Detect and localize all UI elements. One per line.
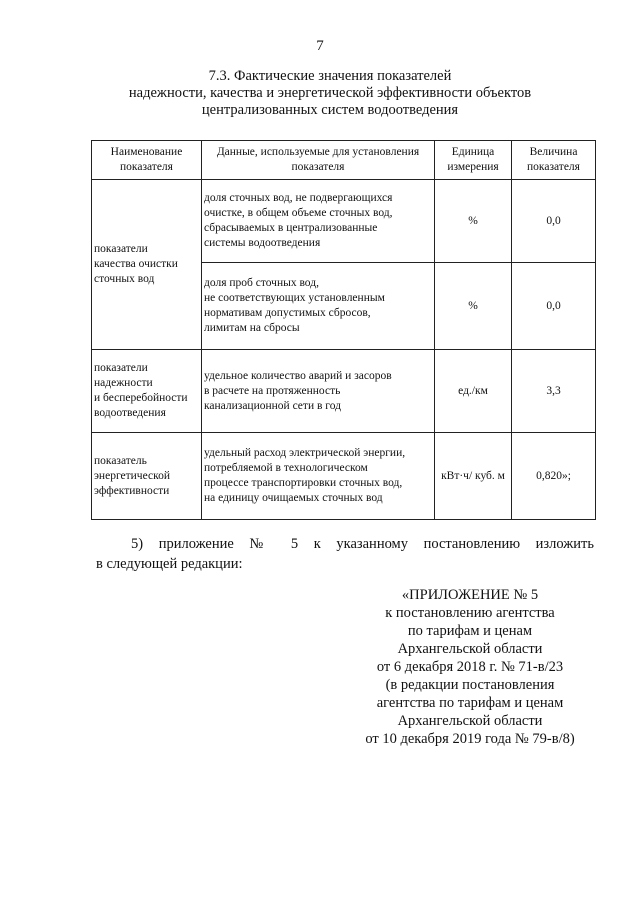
appendix-line: агентства по тарифам и ценам [376, 695, 564, 711]
table-row [92, 350, 596, 433]
indicator-unit: % [435, 263, 512, 350]
heading-line: централизованных систем водоотведения [201, 102, 459, 118]
header-unit: Единица измерения [435, 141, 512, 180]
indicator-description: доля сточных вод, не подвергающихся очистке, в общем объеме сточных вод, сбрасываемых в централизованные системы водоотведения [202, 180, 435, 263]
heading-line: надежности, качества и энергетической эффективности объектов [128, 85, 532, 101]
appendix-line: от 6 декабря 2018 г. № 71-в/23 [376, 659, 564, 675]
indicator-value: 0,0 [512, 180, 596, 263]
indicator-description: удельный расход электрической энергии, потребляемой в технологическом процессе транспортировки сточных вод, на единицу очищаемых сточных вод [202, 433, 435, 520]
header-name: Наименование показателя [92, 141, 202, 180]
indicator-name: показатели качества очистки сточных вод [92, 180, 202, 350]
section-heading [60, 68, 600, 119]
table-header-row [92, 141, 596, 180]
appendix-line: от 10 декабря 2019 года № 79-в/8) [365, 731, 575, 747]
indicator-unit: ед./км [435, 350, 512, 433]
indicator-description: удельное количество аварий и засоров в расчете на протяженность канализационной сети в год [202, 350, 435, 433]
page-number: 7 [316, 38, 324, 54]
appendix-line: к постановлению агентства [385, 605, 555, 621]
indicators-table [91, 140, 596, 520]
paragraph-line: в следующей редакции: [96, 556, 243, 572]
appendix-header [340, 586, 600, 748]
table-row [92, 433, 596, 520]
appendix-line: «ПРИЛОЖЕНИЕ № 5 [401, 587, 539, 603]
header-data: Данные, используемые для установления показателя [202, 141, 435, 180]
appendix-line: по тарифам и ценам [407, 623, 533, 639]
indicator-value: 3,3 [512, 350, 596, 433]
amendment-paragraph [96, 534, 594, 574]
table-row [92, 180, 596, 263]
indicator-value: 0,820»; [512, 433, 596, 520]
indicator-unit: кВт·ч/ куб. м [435, 433, 512, 520]
indicator-name: показатель энергетической эффективности [92, 433, 202, 520]
appendix-line: Архангельской области [397, 641, 543, 657]
paragraph-line: 5) приложение № 5 к указанному постановлению изложить [131, 536, 594, 552]
appendix-line: (в редакции постановления [385, 677, 555, 693]
indicator-description: доля проб сточных вод, не соответствующих установленным нормативам допустимых сбросов, лимитам на сбросы [202, 263, 435, 350]
indicator-unit: % [435, 180, 512, 263]
heading-line: 7.3. Фактические значения показателей [208, 68, 452, 84]
indicator-name: показатели надежности и бесперебойности водоотведения [92, 350, 202, 433]
appendix-line: Архангельской области [397, 713, 543, 729]
indicator-value: 0,0 [512, 263, 596, 350]
header-value: Величина показателя [512, 141, 596, 180]
